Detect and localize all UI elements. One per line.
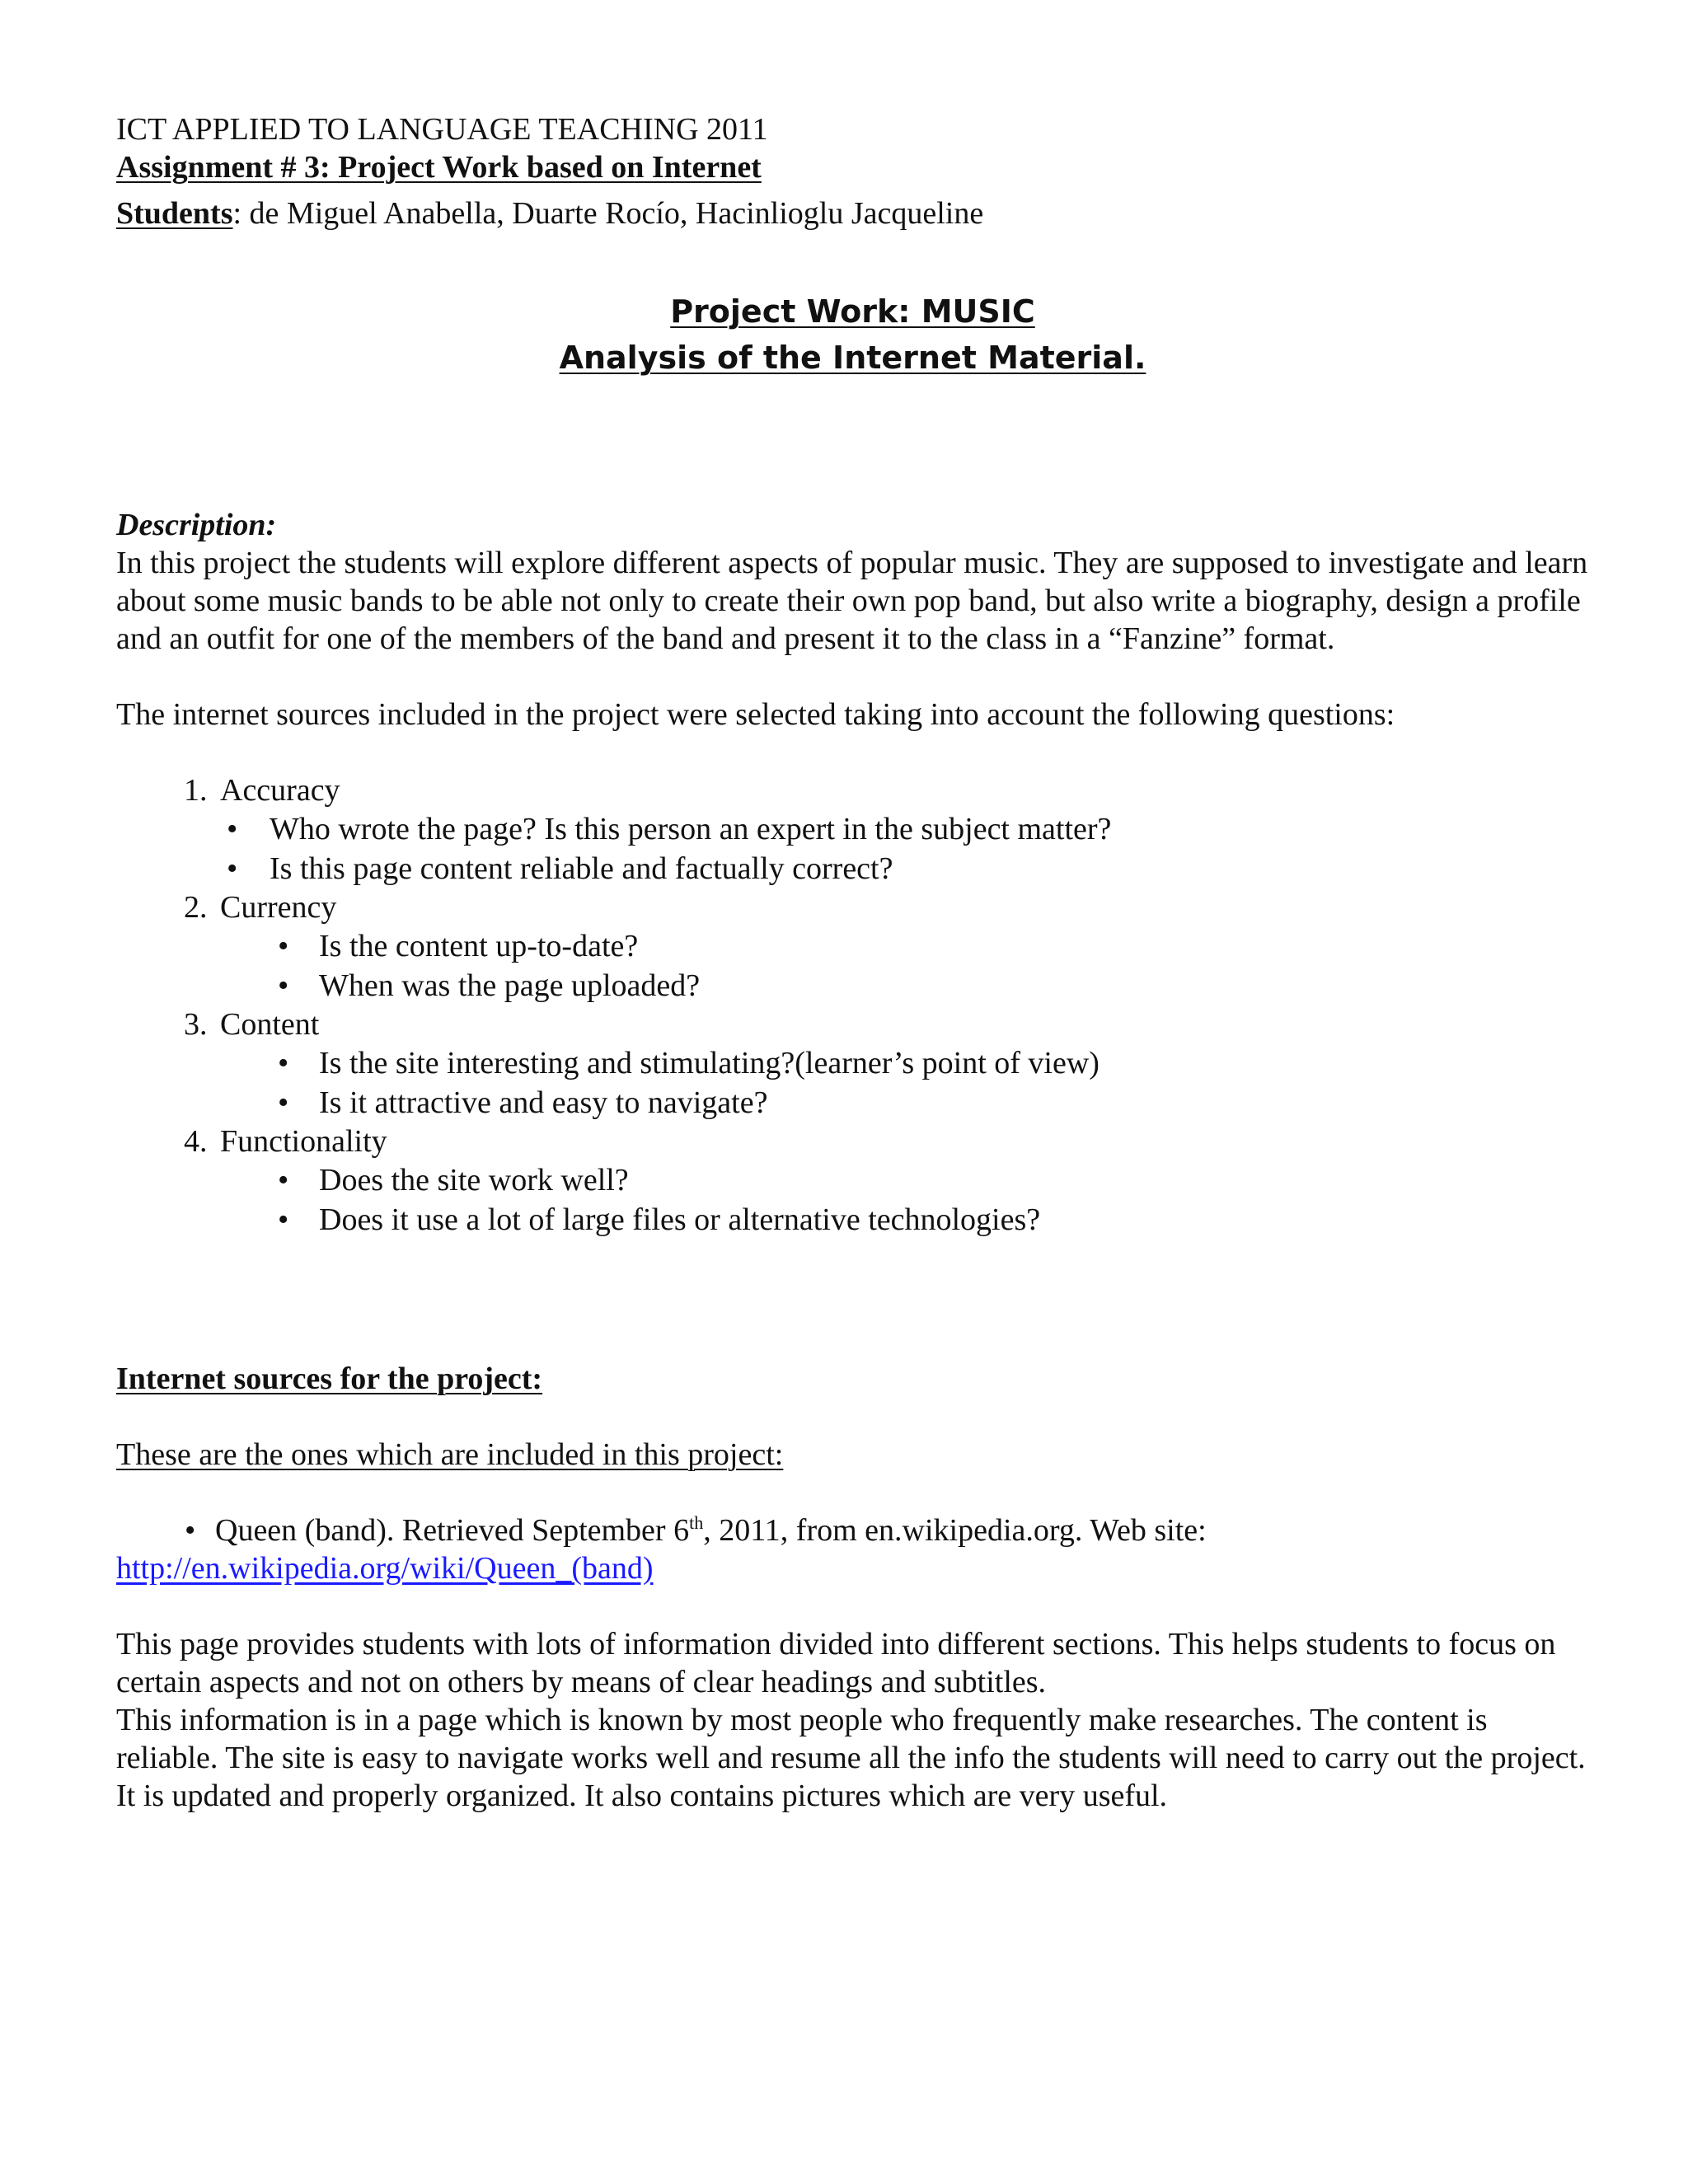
question-item: • Is it attractive and easy to navigate? — [220, 1083, 1589, 1122]
source-text-after: , 2011, from en.wikipedia.org. Web site: — [703, 1513, 1207, 1548]
assignment-title: Assignment # 3: Project Work based on Internet — [116, 150, 762, 185]
criterion-item — [215, 1122, 1589, 1240]
question-item: • Is this page content reliable and factually correct? — [220, 849, 1589, 888]
source-link[interactable]: http://en.wikipedia.org/wiki/Queen_(band) — [116, 1551, 654, 1586]
sources-heading: Internet sources for the project: — [116, 1361, 543, 1396]
criteria-list — [116, 771, 1589, 1240]
criterion-item — [215, 771, 1589, 888]
criterion-item — [215, 888, 1589, 1005]
criterion-label: Content — [220, 1007, 320, 1042]
students-line — [116, 194, 1589, 232]
description-heading: Description: — [116, 508, 277, 542]
question-item: • Is the content up-to-date? — [220, 926, 1589, 966]
questions-intro: The internet sources included in the project were selected taking into account the following questions: — [116, 697, 1395, 732]
sources-intro: These are the ones which are included in this project: — [116, 1437, 784, 1472]
source-analysis-paragraph-2: This information is in a page which is known by most people who frequently make researches. The content is reliable. The site is easy to navigate works well and resume all the info the students will need to carry out the project. It is updated and properly organized. It also contains pictures which are very useful. — [116, 1703, 1586, 1813]
title-line-2: Analysis of the Internet Material. — [559, 340, 1146, 376]
document-title — [116, 288, 1589, 381]
criterion-label: Currency — [220, 890, 337, 925]
criterion-label: Accuracy — [220, 773, 340, 808]
students-label: Students — [116, 196, 233, 231]
description-body: In this project the students will explore different aspects of popular music. They are supposed to investigate and learn about some music bands to be able not only to create their own pop band, but also write a biography, design a profile and an outfit for one of the members of the band and present it to the class in a “Fanzine” format. — [116, 546, 1588, 656]
source-superscript: th — [689, 1512, 704, 1533]
title-line-1: Project Work: MUSIC — [670, 293, 1035, 330]
criterion-item — [215, 1005, 1589, 1122]
criterion-questions — [220, 926, 1589, 1005]
criterion-questions — [220, 1160, 1589, 1240]
source-item — [116, 1511, 1589, 1549]
criterion-label: Functionality — [220, 1124, 387, 1159]
source-text-before: Queen (band). Retrieved September 6 — [215, 1513, 690, 1548]
question-item: • When was the page uploaded? — [220, 966, 1589, 1005]
course-title: ICT APPLIED TO LANGUAGE TEACHING 2011 — [116, 112, 768, 147]
criterion-questions — [220, 809, 1589, 888]
question-item: • Is the site interesting and stimulating?(learner’s point of view) — [220, 1043, 1589, 1083]
source-link-line — [116, 1549, 1589, 1587]
question-item: • Does the site work well? — [220, 1160, 1589, 1200]
source-analysis-paragraph-1: This page provides students with lots of information divided into different sections. This helps students to focus on certain aspects and not on others by means of clear headings and subtitles. — [116, 1627, 1556, 1699]
students-names: : de Miguel Anabella, Duarte Rocío, Hacinlioglu Jacqueline — [232, 196, 984, 231]
question-item: • Does it use a lot of large files or alternative technologies? — [220, 1200, 1589, 1240]
question-item: • Who wrote the page? Is this person an expert in the subject matter? — [220, 809, 1589, 849]
criterion-questions — [220, 1043, 1589, 1122]
